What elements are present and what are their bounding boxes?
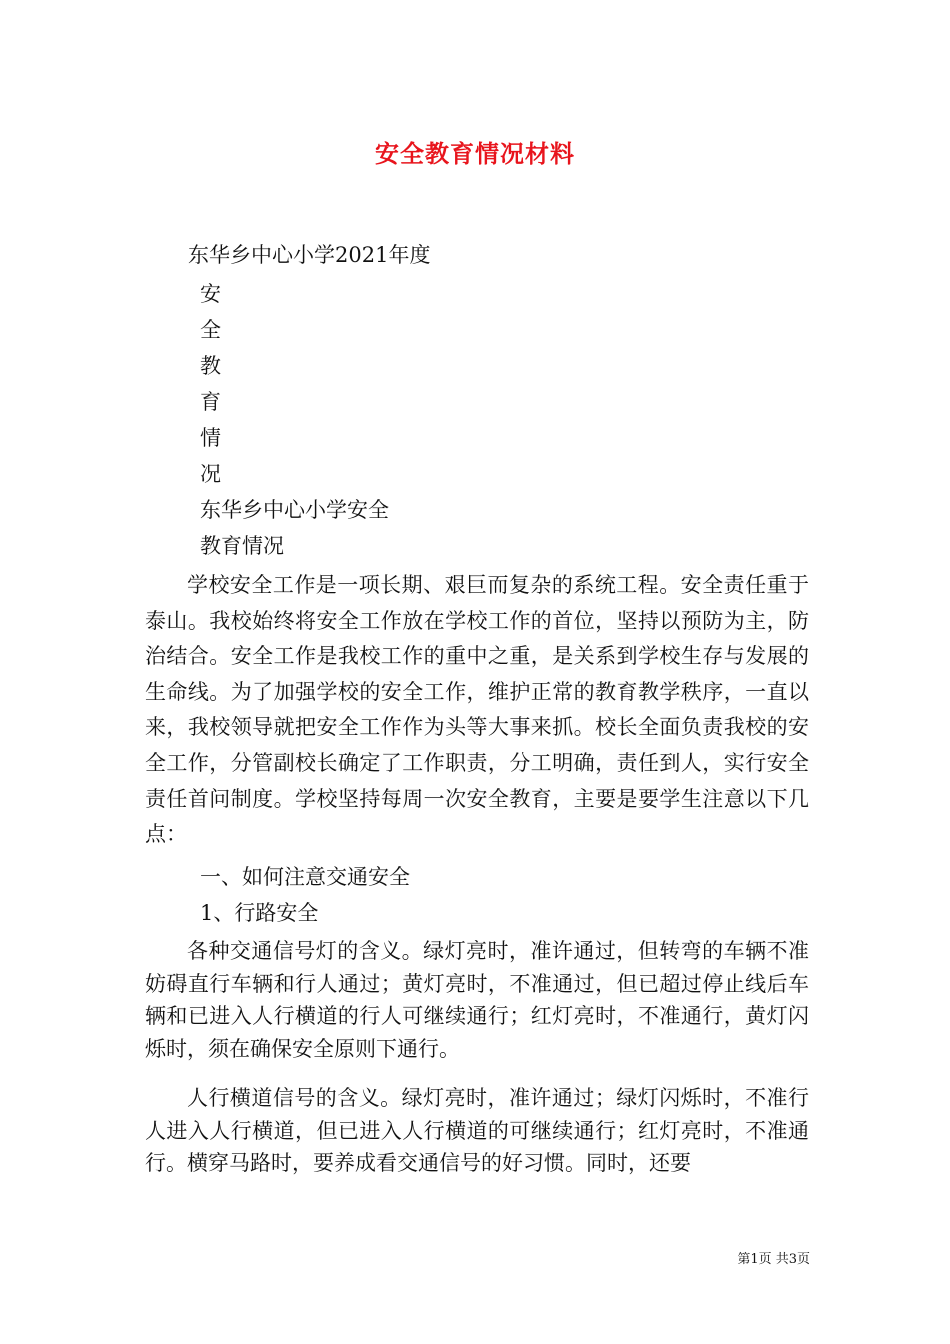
header-line-education: 教育情况 [200, 534, 284, 558]
header-line-char: 教 [200, 354, 221, 378]
subsection-heading: 1、行路安全 [200, 901, 319, 925]
header-line-char: 安 [200, 282, 221, 306]
section-heading: 一、如何注意交通安全 [200, 865, 410, 889]
header-line-school-safety: 东华乡中心小学安全 [200, 498, 389, 522]
header-line-char: 全 [200, 318, 221, 342]
header-line-school-year: 东华乡中心小学2021年度 [188, 243, 431, 267]
document-title: 安全教育情况材料 [375, 139, 575, 168]
page-number: 第1页 共3页 [737, 1252, 810, 1267]
header-line-char: 情 [200, 426, 221, 450]
body-paragraph: 各种交通信号灯的含义。绿灯亮时，准许通过，但转弯的车辆不准妨碍直行车辆和行人通过；黄灯亮时，不准通过，但已超过停止线后车辆和已进入人行横道的行人可继续通行；红灯亮时，不准通行，黄灯闪烁时，须在确保安全原则下通行。 [145, 939, 809, 1061]
body-paragraph: 人行横道信号的含义。绿灯亮时，准许通过；绿灯闪烁时，不准行人进入人行横道，但已进入人行横道的可继续通行；红灯亮时，不准通行。横穿马路时，要养成看交通信号的好习惯。同时，还要 [145, 1086, 809, 1175]
body-paragraph: 学校安全工作是一项长期、艰巨而复杂的系统工程。安全责任重于泰山。我校始终将安全工作放在学校工作的首位，坚持以预防为主，防治结合。安全工作是我校工作的重中之重，是关系到学校生存与发展的生命线。为了加强学校的安全工作，维护正常的教育教学秩序，一直以来，我校领导就把安全工作作为头等大事来抓。校长全面负责我校的安全工作，分管副校长确定了工作职责，分工明确，责任到人，实行安全责任首问制度。学校坚持每周一次安全教育，主要是要学生注意以下几点： [145, 573, 809, 847]
header-line-char: 况 [200, 462, 221, 486]
header-line-char: 育 [200, 390, 221, 414]
